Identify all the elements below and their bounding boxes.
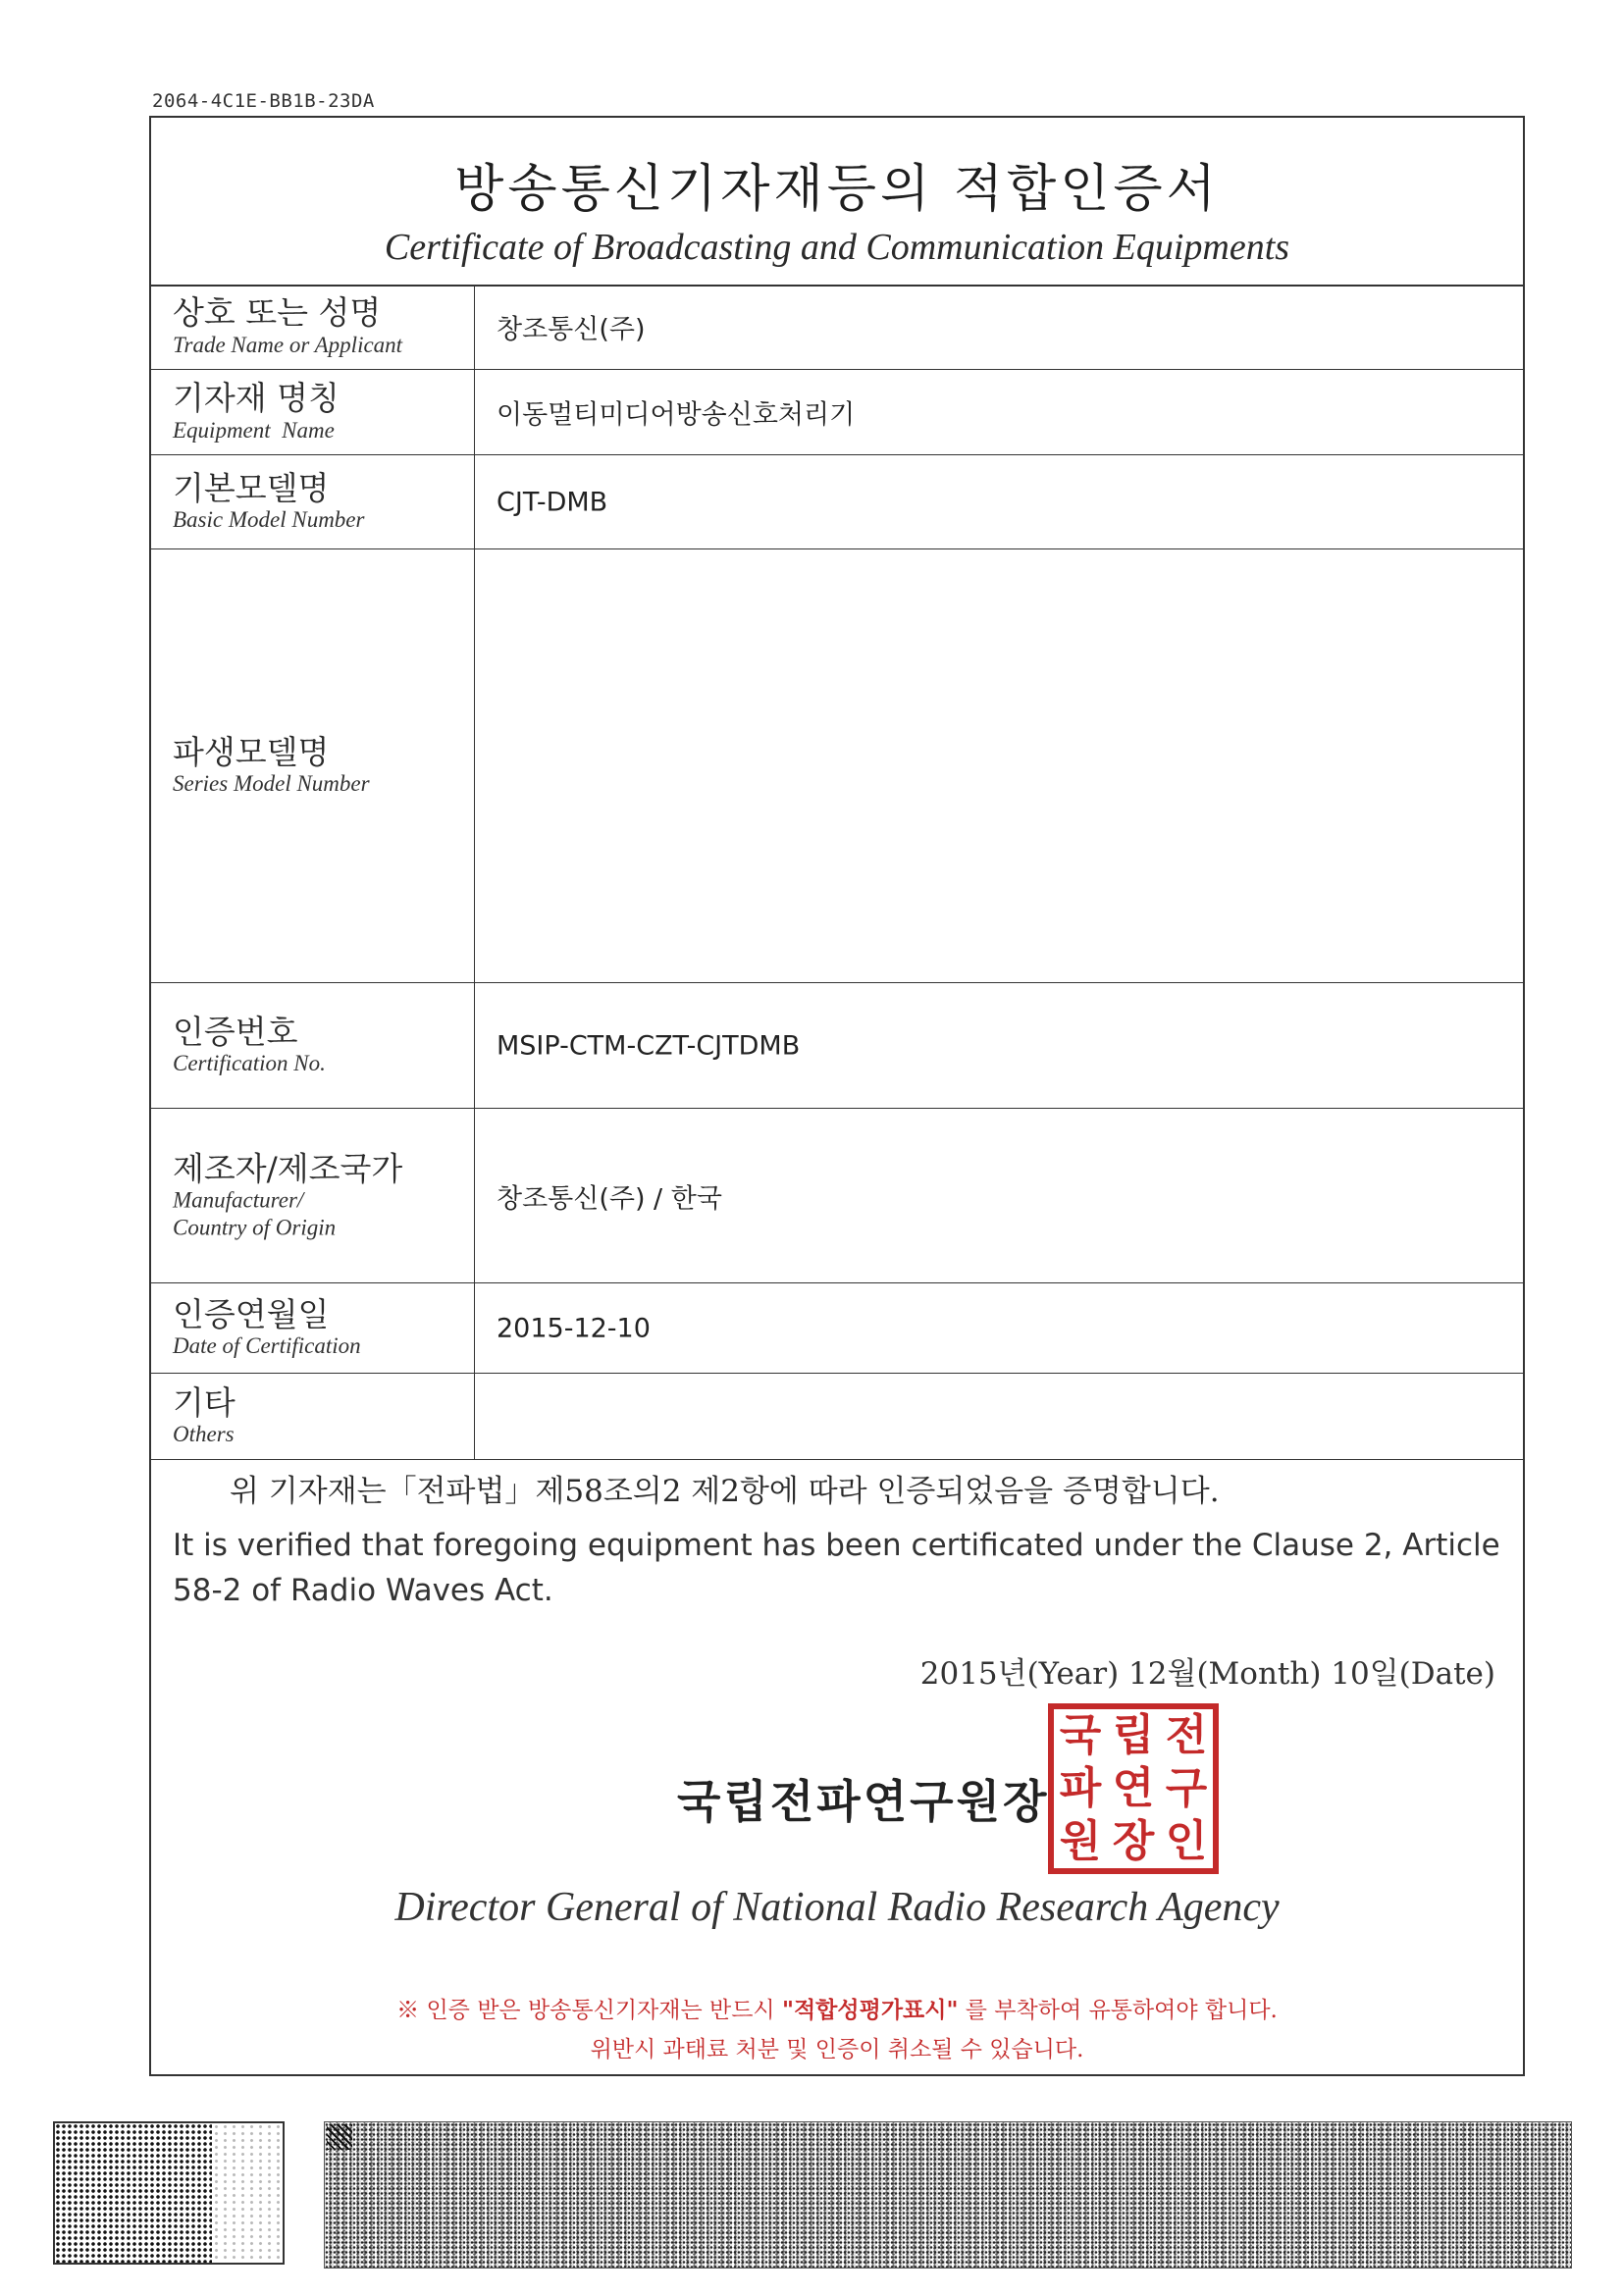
label-english: Others <box>173 1422 235 1447</box>
row-series-model <box>151 549 1523 983</box>
seal-char: 립 <box>1112 1710 1155 1760</box>
label-korean: 제조자/제조국가 <box>173 1148 403 1187</box>
label-english-line2: Country of Origin <box>173 1215 337 1240</box>
seal-char: 전 <box>1165 1710 1208 1760</box>
row-certification-no <box>151 983 1523 1109</box>
label-english: Date of Certification <box>173 1333 361 1359</box>
notice-emphasis: "적합성평가표시" <box>781 1997 959 2023</box>
official-seal <box>1048 1703 1219 1874</box>
row-trade-name <box>151 285 1523 370</box>
label-cell <box>151 285 475 369</box>
seal-char: 구 <box>1165 1763 1208 1813</box>
label-cell <box>151 983 475 1108</box>
value-date-of-certification: 2015-12-10 <box>497 1313 651 1343</box>
barcode-dots <box>55 2123 212 2263</box>
statement-korean: 위 기자재는「전파법」제58조의2 제2항에 따라 인증되었음을 증명합니다. <box>230 1474 1220 1509</box>
label-korean: 기본모델명 <box>173 468 330 507</box>
label-cell <box>151 549 475 982</box>
label-cell <box>151 370 475 454</box>
label-english: Series Model Number <box>173 771 370 797</box>
label-korean: 인증연월일 <box>173 1294 330 1333</box>
seal-char: 국 <box>1059 1710 1102 1760</box>
issuer-korean: 국립전파연구원장 <box>677 1775 1050 1828</box>
label-cell <box>151 455 475 548</box>
notice-line-1 <box>151 1992 1523 2024</box>
label-english: Manufacturer/ <box>173 1187 304 1213</box>
label-korean: 기자재 명칭 <box>173 379 340 418</box>
notice-line-2: 위반시 과태료 처분 및 인증이 취소될 수 있습니다. <box>590 2037 1084 2062</box>
barcode-corner-mark <box>327 2124 352 2150</box>
value-equipment-name: 이동멀티미디어방송신호처리기 <box>497 399 856 431</box>
seal-char: 인 <box>1165 1816 1208 1866</box>
label-english: Trade Name or Applicant <box>173 333 403 358</box>
label-english: Basic Model Number <box>173 507 365 533</box>
security-barcode-strip <box>324 2121 1572 2269</box>
title-korean: 방송통신기자재등의 적합인증서 <box>454 160 1220 219</box>
row-date-of-certification <box>151 1283 1523 1374</box>
label-korean: 파생모델명 <box>173 732 330 771</box>
seal-char: 원 <box>1059 1816 1102 1866</box>
row-manufacturer <box>151 1109 1523 1283</box>
certificate-frame <box>149 116 1525 2076</box>
security-barcode-small <box>53 2121 285 2265</box>
statement-english: It is verified that foregoing equipment has been certificated under the Clause 2, Article 58-2 of Radio Waves Act. <box>173 1528 1500 1608</box>
value-basic-model: CJT-DMB <box>497 487 608 517</box>
notice-prefix: ※ 인증 받은 방송통신기자재는 반드시 <box>396 1998 782 2023</box>
label-korean: 상호 또는 성명 <box>173 293 382 333</box>
seal-char: 파 <box>1059 1763 1102 1813</box>
row-others <box>151 1374 1523 1460</box>
label-cell <box>151 1109 475 1282</box>
issuer-english: Director General of National Radio Research Agency <box>394 1885 1280 1930</box>
row-basic-model <box>151 455 1523 549</box>
title-english: Certificate of Broadcasting and Communication Equipments <box>384 227 1290 268</box>
barcode-noise <box>325 2122 1571 2268</box>
label-english: Equipment Name <box>173 418 335 444</box>
label-cell <box>151 1374 475 1459</box>
value-certification-no: MSIP-CTM-CZT-CJTDMB <box>497 1030 801 1061</box>
value-trade-name: 창조통신(주) <box>497 314 646 345</box>
issue-date: 2015년(Year) 12월(Month) 10일(Date) <box>919 1656 1495 1692</box>
label-korean: 인증번호 <box>173 1012 298 1051</box>
seal-char: 연 <box>1112 1763 1155 1813</box>
seal-char: 장 <box>1112 1816 1155 1866</box>
label-korean: 기타 <box>173 1383 236 1422</box>
label-english: Certification No. <box>173 1051 326 1076</box>
value-manufacturer: 창조통신(주) / 한국 <box>497 1183 722 1214</box>
row-equipment-name <box>151 370 1523 455</box>
label-cell <box>151 1283 475 1373</box>
certificate-header <box>151 118 1523 287</box>
notice-suffix: 를 부착하여 유통하여야 합니다. <box>958 1998 1278 2023</box>
document-id: 2064-4C1E-BB1B-23DA <box>152 90 375 112</box>
barcode-fade <box>212 2123 285 2263</box>
